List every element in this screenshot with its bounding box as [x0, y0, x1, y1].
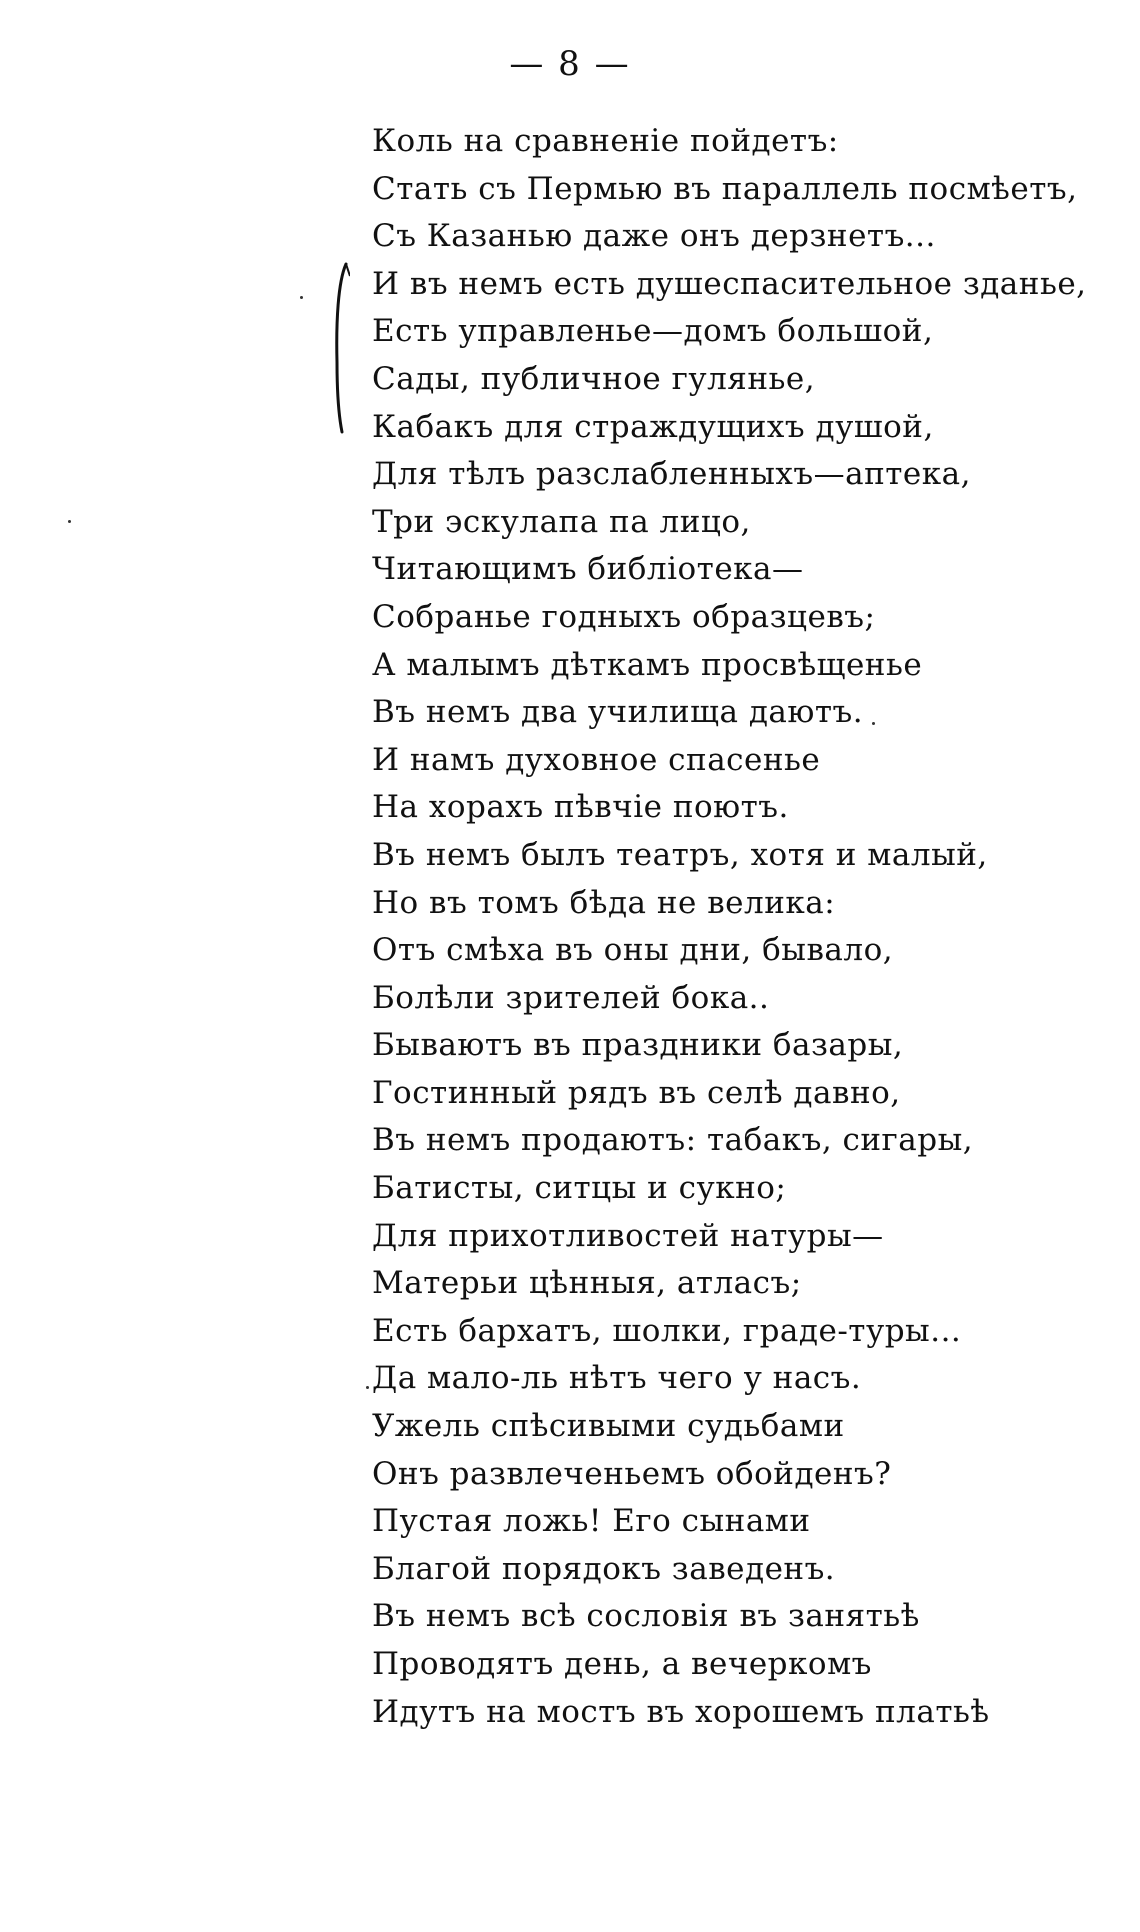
poem-line: Съ Казанью даже онъ дерзнетъ... — [372, 218, 936, 255]
poem-line: Въ немъ продаютъ: табакъ, сигары, — [372, 1122, 974, 1159]
poem-line: На хорахъ пѣвчіе поютъ. — [372, 789, 789, 826]
poem-line: Батисты, ситцы и сукно; — [372, 1170, 787, 1207]
poem-line: Читающимъ библіотека— — [372, 551, 804, 588]
poem-line: Для тѣлъ разслабленныхъ—аптека, — [372, 456, 971, 493]
poem-line: Отъ смѣха въ оны дни, бывало, — [372, 932, 894, 969]
poem-line: Онъ развлеченьемъ обойденъ? — [372, 1455, 892, 1492]
poem-line: Да мало-ль нѣтъ чего у насъ. — [372, 1360, 862, 1397]
poem-line: Но въ томъ бѣда не велика: — [372, 884, 836, 921]
poem-line: Бываютъ въ праздники базары, — [372, 1027, 904, 1064]
poem-line: И въ немъ есть душеспасительное зданье, — [372, 265, 1087, 302]
poem-line: Три эскулапа па лицо, — [372, 503, 751, 540]
poem-text — [372, 118, 1087, 1736]
poem-line: Гостинный рядъ въ селѣ давно, — [372, 1074, 901, 1111]
page-number: — 8 — — [509, 44, 631, 84]
poem-line: Есть управленье—домъ большой, — [372, 313, 934, 350]
poem-line: Проводятъ день, а вечеркомъ — [372, 1646, 872, 1682]
poem-line: Болѣли зрителей бока.. — [372, 979, 770, 1016]
poem-line: Въ немъ былъ театръ, хотя и малый, — [372, 836, 988, 873]
poem-line: Ужель спѣсивыми судьбами — [372, 1408, 845, 1445]
poem-line: Стать съ Пермью въ параллель посмѣетъ, — [372, 170, 1078, 207]
poem-line: Сады, публичное гулянье, — [372, 360, 816, 397]
poem-line: Кабакъ для страждущихъ душой, — [372, 408, 934, 445]
margin-bracket-mark — [332, 262, 350, 434]
poem-line: Коль на сравненіе пойдетъ: — [372, 123, 839, 159]
poem-line: Въ немъ всѣ сословія въ занятьѣ — [372, 1598, 920, 1635]
poem-line: Пустая ложь! Его сынами — [372, 1503, 811, 1540]
poem-line: А малымъ дѣткамъ просвѣщенье — [372, 646, 923, 683]
poem-line: Въ немъ два училища даютъ. — [372, 694, 864, 731]
poem-line: И намъ духовное спасенье — [372, 741, 821, 778]
poem-line: Благой порядокъ заведенъ. — [372, 1550, 836, 1587]
poem-line: Идутъ на мостъ въ хорошемъ платьѣ — [372, 1693, 990, 1730]
poem-line: Есть бархатъ, шолки, граде-туры... — [372, 1312, 962, 1349]
poem-line: Собранье годныхъ образцевъ; — [372, 598, 876, 635]
poem-line: Матерьи цѣнныя, атласъ; — [372, 1265, 802, 1302]
poem-line: Для прихотливостей натуры— — [372, 1217, 884, 1254]
